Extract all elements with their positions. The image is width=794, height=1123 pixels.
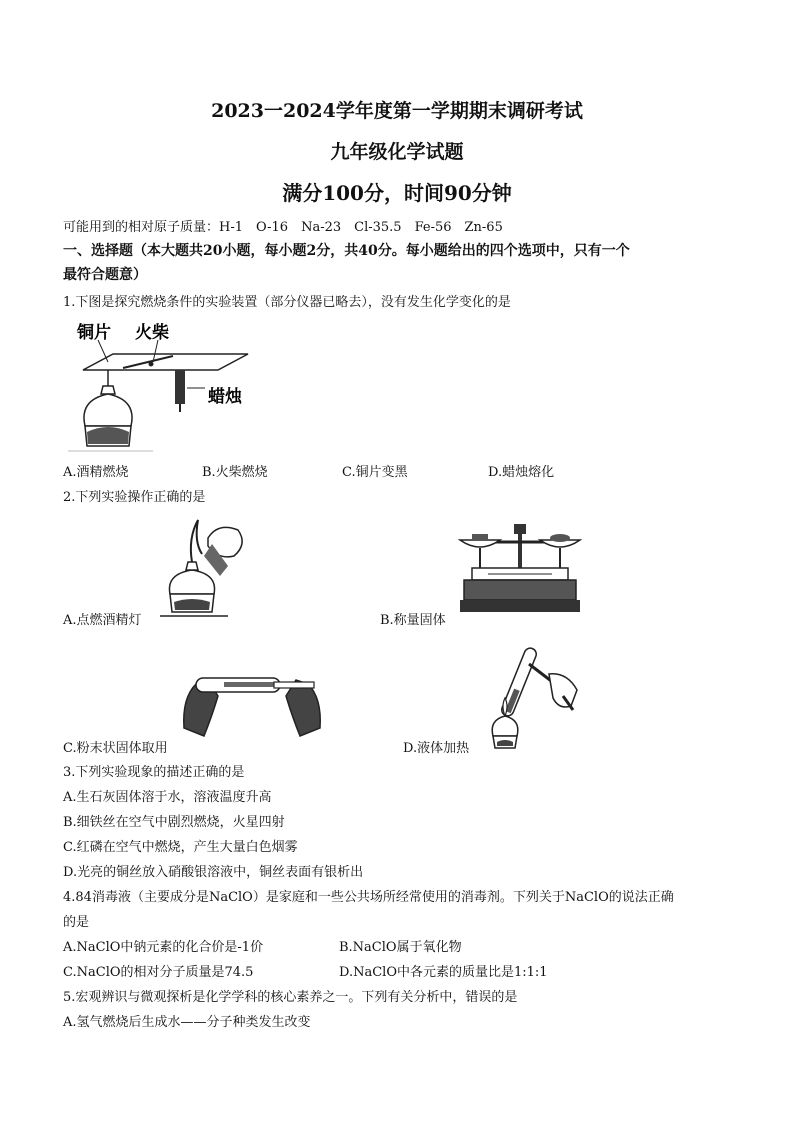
q2-stem: 2.下列实验操作正确的是 [63,490,206,505]
section-heading-line2: 最符合题意） [63,267,147,283]
q3-stem: 3.下列实验现象的描述正确的是 [63,765,245,780]
atomic-masses: 可能用到的相对原子质量：H-1 O-16 Na-23 Cl-35.5 Fe-56 Zn-65 [63,220,503,235]
exam-subtitle: 九年级化学试题 [330,141,464,163]
q1-label-copper: 铜片 [77,323,111,343]
q2-figure-d-liquid-heating [483,644,587,754]
q5-option-a: A.氢气燃烧后生成水——分子种类发生改变 [63,1015,311,1030]
q2-option-c: C.粉末状固体取用 [63,741,168,756]
q1-option-b: B.火柴燃烧 [202,465,268,480]
q4-option-a: A.NaClO中钠元素的化合价是-1价 [63,940,264,955]
q1-stem: 1.下图是探究燃烧条件的实验装置（部分仪器已略去），没有发生化学变化的是 [63,295,511,310]
q5-stem: 5.宏观辨识与微观探析是化学学科的核心素养之一。下列有关分析中，错误的是 [63,990,518,1005]
q2-figure-c-powder-transfer [178,668,326,740]
q1-option-d: D.蜡烛熔化 [488,465,555,480]
q4-option-d: D.NaClO中各元素的质量比是1:1:1 [339,965,548,980]
q2-figure-b-balance [458,518,582,616]
q4-stem-line1: 4.84消毒液（主要成分是NaClO）是家庭和一些公共场所经常使用的消毒剂。下列关于NaClO的说法正确 [63,890,674,905]
q4-stem-line2: 的是 [63,915,90,930]
q2-option-b: B.称量固体 [380,613,446,628]
q3-option-a: A.生石灰固体溶于水，溶液温度升高 [63,790,272,805]
q4-option-c: C.NaClO的相对分子质量是74.5 [63,965,254,980]
q1-option-c: C.铜片变黑 [342,465,408,480]
q4-option-b: B.NaClO属于氧化物 [339,940,462,955]
score-time: 满分100分，时间90分钟 [282,181,512,205]
q2-option-a: A.点燃酒精灯 [63,613,142,628]
q2-figure-a-lamp-lighting [158,516,250,622]
q2-option-d: D.液体加热 [403,741,470,756]
q3-option-b: B.细铁丝在空气中剧烈燃烧，火星四射 [63,815,285,830]
exam-title: 2023一2024学年度第一学期期末调研考试 [211,100,583,122]
q1-option-a: A.酒精燃烧 [63,465,129,480]
q3-option-d: D.光亮的铜丝放入硝酸银溶液中，铜丝表面有银析出 [63,865,364,880]
q1-label-candle: 蜡烛 [208,387,242,407]
q1-apparatus-figure [63,318,258,458]
section-heading-line1: 一、选择题（本大题共20小题，每小题2分，共40分。每小题给出的四个选项中，只有一个 [63,243,630,259]
q3-option-c: C.红磷在空气中燃烧，产生大量白色烟雾 [63,840,298,855]
q1-label-match: 火柴 [135,323,169,343]
